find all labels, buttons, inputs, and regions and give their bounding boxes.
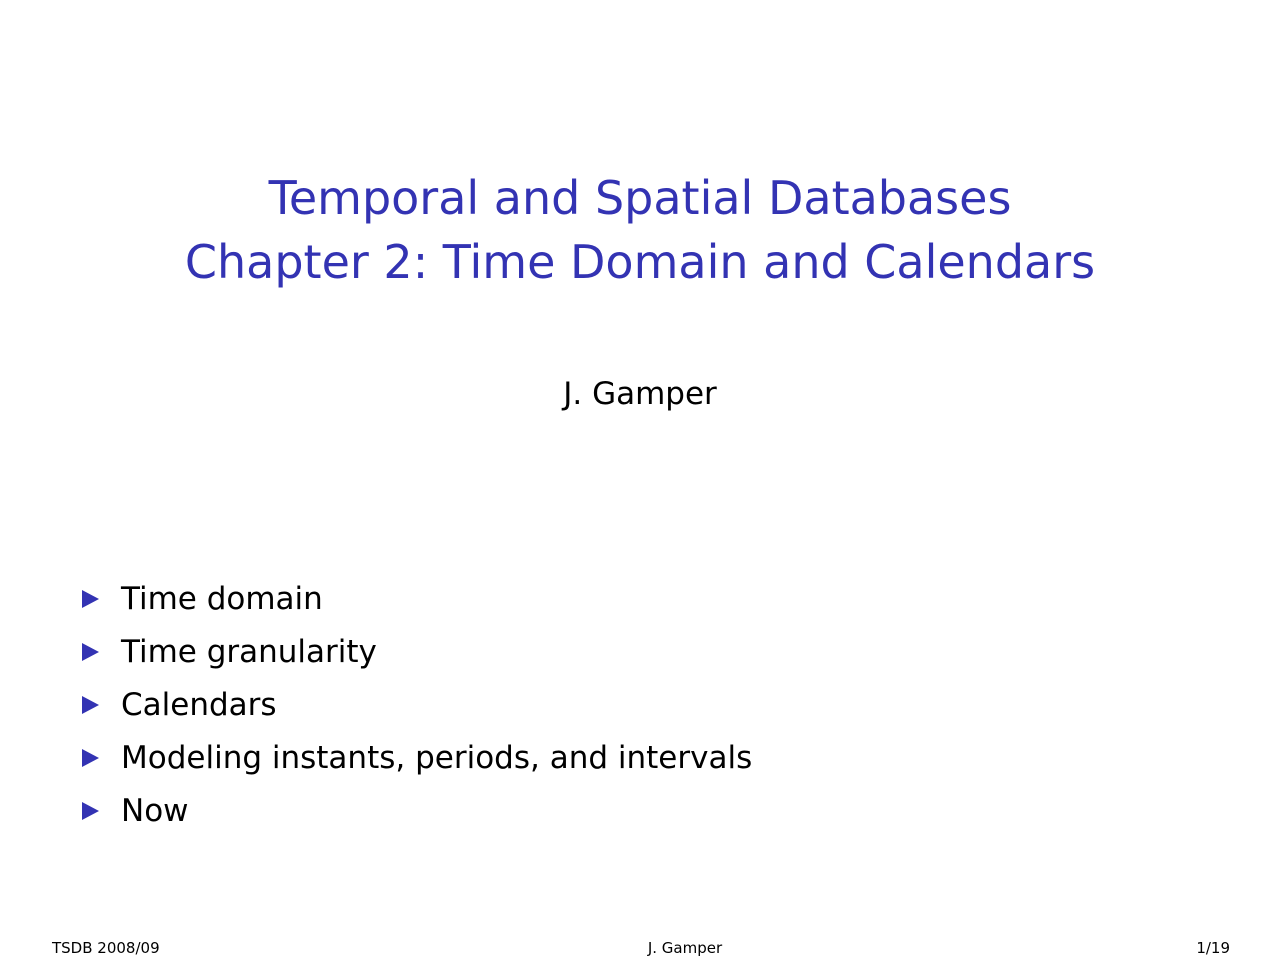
footer [0, 936, 1280, 960]
outline-item-calendars [82, 678, 982, 731]
footer-page-number: 1/19 [1196, 939, 1230, 957]
triangle-right-icon [82, 696, 99, 714]
outline-item-time-domain [82, 572, 982, 625]
author-name: J. Gamper [563, 376, 717, 412]
title-line-2: Chapter 2: Time Domain and Calendars [184, 235, 1096, 289]
footer-course: TSDB 2008/09 [52, 939, 160, 957]
triangle-right-icon [82, 643, 99, 661]
outline-item-label: Calendars [121, 686, 277, 723]
outline-list [82, 572, 982, 837]
triangle-right-icon [82, 590, 99, 608]
outline-item-label: Time granularity [121, 633, 377, 670]
slide-title [0, 166, 1280, 294]
outline-item-time-granularity [82, 625, 982, 678]
outline-item-label: Now [121, 792, 189, 829]
triangle-right-icon [82, 749, 99, 767]
triangle-right-icon [82, 802, 99, 820]
outline-item-label: Modeling instants, periods, and intervals [121, 739, 753, 776]
footer-author: J. Gamper [647, 939, 723, 957]
title-line-1: Temporal and Spatial Databases [268, 171, 1012, 225]
outline-item-modeling [82, 731, 982, 784]
outline-item-label: Time domain [121, 580, 323, 617]
outline-item-now [82, 784, 982, 837]
